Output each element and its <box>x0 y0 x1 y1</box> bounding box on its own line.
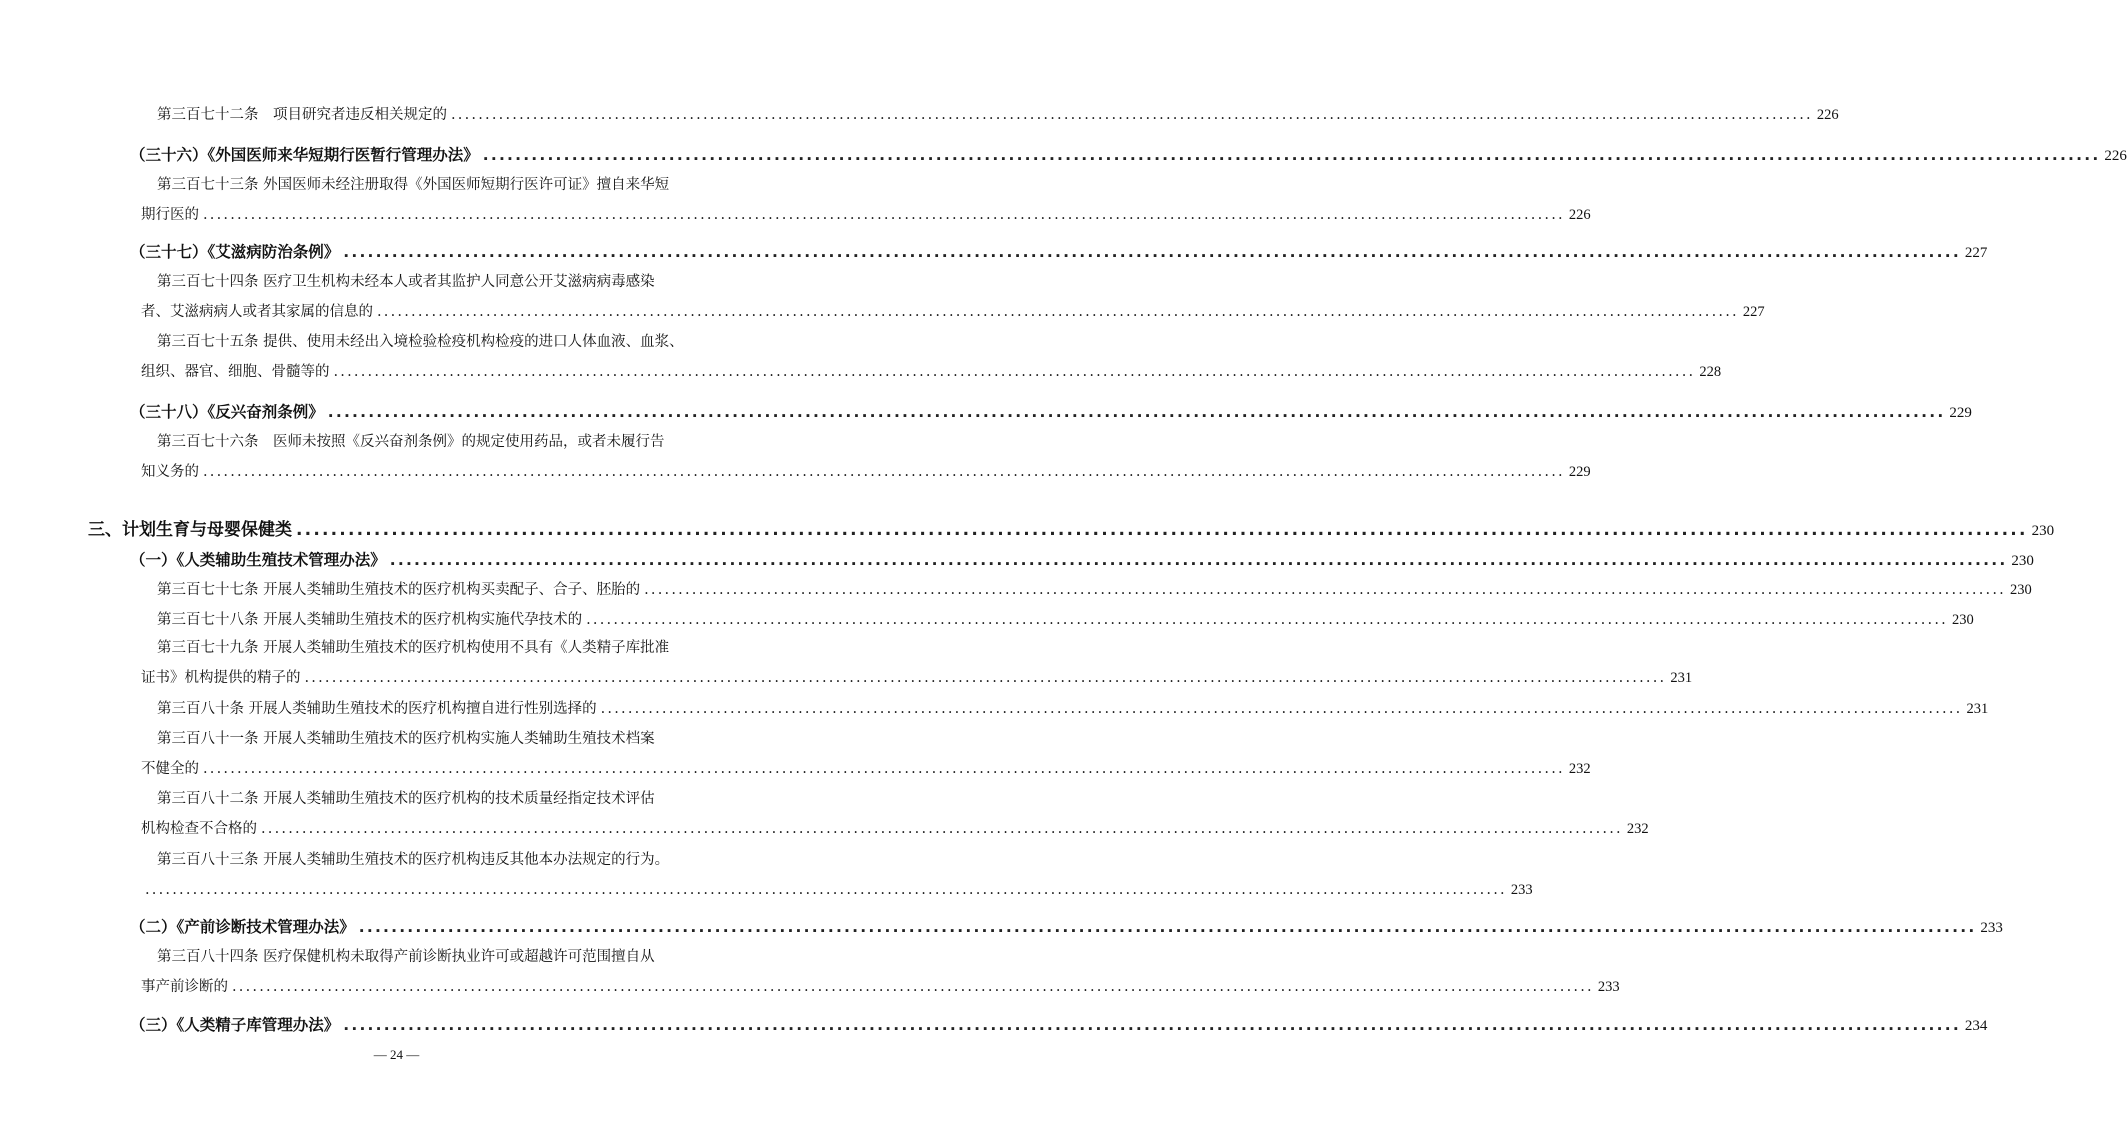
toc-entry-title: 三、计划生育与母婴保健类 <box>88 520 292 540</box>
toc-line <box>130 397 1972 427</box>
toc-entry[interactable] <box>0 942 1620 1002</box>
toc-line <box>88 515 2055 545</box>
toc-entry-title: 第三百七十七条 开展人类辅助生殖技术的医疗机构买卖配子、合子、胚胎的 <box>157 582 641 598</box>
dot-leader: ........................................................................................................................................................................................................ <box>232 979 1594 995</box>
dot-leader: ........................................................................................................................................................................................................ <box>377 304 1739 320</box>
toc-page-number: 233 <box>1980 920 2003 936</box>
toc-entry-title: 第三百七十八条 开展人类辅助生殖技术的医疗机构实施代孕技术的 <box>157 612 583 628</box>
toc-entry-title: 第三百七十五条 提供、使用未经出入境检验检疫机构检疫的进口人体血液、血浆、 <box>157 334 684 350</box>
toc-entry[interactable] <box>0 237 1988 267</box>
toc-entry-title: 不健全的 <box>141 761 199 777</box>
toc-entry-title: 第三百七十二条 项目研究者违反相关规定的 <box>157 107 447 123</box>
toc-page-number: 232 <box>1626 821 1649 837</box>
toc-line <box>130 912 2003 942</box>
dot-leader: ........................................................................................................................................................................................................ <box>261 821 1623 837</box>
dot-leader: ........................................................................................................................................................................................................ <box>343 243 1961 261</box>
toc-line <box>141 814 1649 844</box>
toc-entry[interactable] <box>0 724 1591 784</box>
toc-entry[interactable] <box>0 515 2055 545</box>
toc-entry[interactable] <box>0 784 1649 844</box>
toc-line <box>157 633 700 663</box>
toc-entry-title: 期行医的 <box>141 207 199 223</box>
dot-leader: ........................................................................................................................................................................................................ <box>358 918 1977 936</box>
toc-entry[interactable] <box>0 633 1693 693</box>
toc-entry-title: 第三百八十一条 开展人类辅助生殖技术的医疗机构实施人类辅助生殖技术档案 <box>157 731 655 747</box>
dot-leader: ........................................................................................................................................................................................................ <box>389 551 2008 569</box>
dot-leader: ........................................................................................................................................................................................................ <box>203 207 1565 223</box>
toc-line <box>157 942 700 972</box>
toc-line <box>157 100 1839 130</box>
toc-entry-title: 第三百七十九条 开展人类辅助生殖技术的医疗机构使用不具有《人类精子库批准 <box>157 640 670 656</box>
toc-entry-title: （三十七）《艾滋病防治条例》 <box>130 243 340 261</box>
toc-page-number: 227 <box>1964 245 1988 261</box>
toc-entry[interactable] <box>0 397 1972 427</box>
toc-entry-title: （三十六）《外国医师来华短期行医暂行管理办法》 <box>130 146 479 164</box>
toc-entry[interactable] <box>0 912 2003 942</box>
toc-line <box>157 267 700 297</box>
toc-entry-title: （三十八）《反兴奋剂条例》 <box>130 403 324 421</box>
toc-page-number: 227 <box>1742 304 1765 320</box>
toc-page-number: 226 <box>1816 107 1839 123</box>
toc-page-number: 230 <box>2031 523 2055 539</box>
toc-line <box>130 237 1988 267</box>
toc-page-number: 226 <box>1568 207 1591 223</box>
toc-page-number: 233 <box>1597 979 1620 995</box>
toc-line <box>141 663 1693 693</box>
toc-page-number: 229 <box>1949 405 1972 421</box>
toc-line <box>141 297 1765 327</box>
dot-leader: ........................................................................................................................................................................................................ <box>304 670 1667 686</box>
toc-page-number: 230 <box>2009 582 2032 598</box>
dot-leader: ........................................................................................................................................................................................................ <box>296 520 2028 540</box>
dot-leader: ........................................................................................................................................................................................................ <box>600 701 1963 717</box>
toc-page-number: 230 <box>1951 612 1974 628</box>
dot-leader: ........................................................................................................................................................................................................ <box>203 761 1565 777</box>
toc-line <box>157 575 2032 605</box>
toc-line <box>141 200 1591 230</box>
dot-leader: ........................................................................................................................................................................................................ <box>145 882 1507 898</box>
toc-line <box>157 724 700 754</box>
toc-page-number: 226 <box>2104 148 2127 164</box>
toc-line <box>130 1010 1988 1040</box>
toc-entry[interactable] <box>0 605 1974 635</box>
toc-entry[interactable] <box>0 100 1839 130</box>
toc-entry[interactable] <box>0 1010 1988 1040</box>
toc-entry[interactable] <box>0 140 2127 170</box>
toc-entry-title: 第三百八十二条 开展人类辅助生殖技术的医疗机构的技术质量经指定技术评估 <box>157 791 655 807</box>
toc-line <box>141 357 1722 387</box>
toc-entry[interactable] <box>0 845 1533 905</box>
toc-entry-title: （一）《人类辅助生殖技术管理办法》 <box>130 551 386 569</box>
toc-line <box>157 605 1974 635</box>
dot-leader: ........................................................................................................................................................................................................ <box>586 612 1948 628</box>
toc-line <box>141 754 1591 784</box>
toc-entry-title: 机构检查不合格的 <box>141 821 257 837</box>
toc-page-number: 231 <box>1966 701 1989 717</box>
toc-entry-title: 者、艾滋病病人或者其家属的信息的 <box>141 304 373 320</box>
toc-entry-title: 证书》机构提供的精子的 <box>141 670 301 686</box>
toc-page-number: 229 <box>1568 464 1591 480</box>
toc-entry-title: （二）《产前诊断技术管理办法》 <box>130 918 355 936</box>
toc-line <box>141 972 1620 1002</box>
toc-entry-title: 第三百八十条 开展人类辅助生殖技术的医疗机构擅自进行性别选择的 <box>157 701 597 717</box>
toc-entry-title: 事产前诊断的 <box>141 979 228 995</box>
toc-line <box>157 845 700 875</box>
toc-entry[interactable] <box>0 267 1765 327</box>
dot-leader: ........................................................................................................................................................................................................ <box>327 403 1946 421</box>
toc-entry-title: 第三百八十三条 开展人类辅助生殖技术的医疗机构违反其他本办法规定的行为。 <box>157 852 670 868</box>
toc-entry[interactable] <box>0 327 1722 387</box>
toc-entry-title: 第三百七十四条 医疗卫生机构未经本人或者其监护人同意公开艾滋病病毒感染 <box>157 274 655 290</box>
toc-entry[interactable] <box>0 170 1591 230</box>
dot-leader: ........................................................................................................................................................................................................ <box>203 464 1565 480</box>
dot-leader: ........................................................................................................................................................................................................ <box>343 1016 1961 1034</box>
toc-entry-title: 第三百七十三条 外国医师未经注册取得《外国医师短期行医许可证》擅自来华短 <box>157 177 670 193</box>
toc-line <box>157 694 1989 724</box>
toc-entry-title: 组织、器官、细胞、骨髓等的 <box>141 364 330 380</box>
dot-leader: ........................................................................................................................................................................................................ <box>451 107 1813 123</box>
toc-entry-title: （三）《人类精子库管理办法》 <box>130 1016 340 1034</box>
toc-line <box>157 427 700 457</box>
toc-entry-title: 知义务的 <box>141 464 199 480</box>
toc-page-number: 230 <box>2011 553 2034 569</box>
toc-entry-title: 第三百七十六条 医师未按照《反兴奋剂条例》的规定使用药品，或者未履行告 <box>157 434 665 450</box>
toc-entry[interactable] <box>0 694 1989 724</box>
toc-line <box>157 327 700 357</box>
toc-line <box>141 875 1533 905</box>
toc-page-number: 231 <box>1670 670 1693 686</box>
toc-entry-title: 第三百八十四条 医疗保健机构未取得产前诊断执业许可或超越许可范围擅自从 <box>157 949 655 965</box>
dot-leader: ........................................................................................................................................................................................................ <box>482 146 2101 164</box>
toc-page-number: 228 <box>1699 364 1722 380</box>
toc-line <box>141 457 1591 487</box>
toc-entry[interactable] <box>0 545 2034 575</box>
toc-page-number: 233 <box>1510 882 1533 898</box>
toc-line <box>130 140 2127 170</box>
toc-line <box>157 784 700 814</box>
toc-page-number: 232 <box>1568 761 1591 777</box>
dot-leader: ........................................................................................................................................................................................................ <box>644 582 2006 598</box>
toc-line <box>157 170 700 200</box>
toc-entry[interactable] <box>0 575 2032 605</box>
toc-page-number: 234 <box>1964 1018 1988 1034</box>
toc-entry[interactable] <box>0 427 1591 487</box>
page-number: — 24 — <box>373 1047 420 1062</box>
dot-leader: ........................................................................................................................................................................................................ <box>333 364 1696 380</box>
toc-line <box>130 545 2034 575</box>
